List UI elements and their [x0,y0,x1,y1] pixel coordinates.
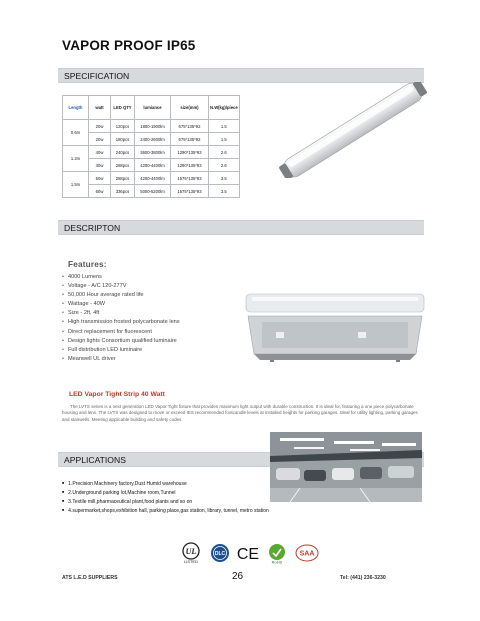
spec-header-lumiance: lumiance [135,96,171,120]
table-cell: 1575*135*93 [171,185,209,198]
spec-table [62,95,240,198]
spec-header-watt: watt [89,96,111,120]
vapor-proof-fixture-image [278,82,428,178]
table-row [63,133,240,146]
table-cell: 20w [89,120,111,133]
certification-logos [178,542,320,564]
specification-section-header: SPECIFICATION [58,68,424,83]
table-cell: 2.6 [209,146,240,159]
list-item: ■ 3.Textile mill,pharmaceutical plant,food plants and so on [62,497,269,506]
svg-text:DLC: DLC [214,551,226,557]
table-cell: 336pcs [111,185,135,198]
dlc-icon [210,543,230,563]
table-cell: 20w [89,133,111,146]
list-item: • Full distribution LED luminaire [62,346,180,355]
table-row [63,172,240,185]
features-title: Features: [68,260,107,269]
table-cell: 3600-3800lm [135,146,171,159]
rohs-icon [266,542,288,564]
svg-text:CE: CE [236,546,260,563]
list-item: • Design lights Consortium qualified luminaire [62,337,180,346]
page-number: 26 [232,571,244,582]
table-cell: 2.6 [209,159,240,172]
table-cell: 120pcs [111,120,135,133]
length-cell: 1.5m [63,172,89,198]
list-item: • 50,000 Hour average rated life [62,291,180,300]
table-row [63,120,240,133]
list-item: • Size - 2ft, 4ft [62,309,180,318]
list-item: ■ 1.Precision Machinery factory,Dust Humid warehouse [62,479,269,488]
table-cell: 180pcs [111,133,135,146]
table-cell: 3.5 [209,185,240,198]
spec-header-led-qty: LED QTY [111,96,135,120]
tight-strip-title: LED Vapor Tight Strip 40 Watt [69,391,165,398]
spec-header-length: Length [63,96,89,120]
table-cell: 1.5 [209,133,240,146]
table-cell: 1290*135*93 [171,146,209,159]
table-cell: 4200-4400lm [135,172,171,185]
table-cell: 1575*135*93 [171,172,209,185]
features-list [62,273,180,364]
parking-garage-photo [270,432,422,502]
list-item: • Meanwell UL driver [62,355,180,364]
ce-icon [236,543,260,563]
footer-phone: Tel: (441) 236-3230 [340,575,386,581]
svg-text:LISTED: LISTED [183,559,199,564]
applications-list [62,479,269,515]
svg-text:UL: UL [185,547,197,556]
table-row [63,159,240,172]
description-section-header: DESCRIPTON [58,220,424,235]
table-cell: 1290*135*93 [171,159,209,172]
ul-listed-icon [178,542,204,564]
list-item: • Voltage - A/C 120-277V [62,282,180,291]
table-cell: 5000-5200lm [135,185,171,198]
table-cell: 40w [89,159,111,172]
saa-icon [294,543,320,563]
spec-header-weight: N.W(kg)/piece [209,96,240,120]
spec-table-header-row [63,96,240,120]
table-cell: 50w [89,172,111,185]
list-item: • 4000 Lumens [62,273,180,282]
table-cell: 60w [89,185,111,198]
spec-header-size: size(mm) [171,96,209,120]
list-item: ■ 2.Underground parking lot,Machine room,Tunnel [62,488,269,497]
length-cell: 1.2m [63,146,89,172]
list-item: • High transmission frosted polycarbonate lens [62,318,180,327]
list-item: ■ 4.supermarket,shops,exhibition hall, parking place,gas station, library, tunnel, metro station [62,506,269,515]
table-cell: 4200-4400lm [135,159,171,172]
table-cell: 675*135*92 [171,133,209,146]
table-cell: 2400-2600lm [135,133,171,146]
table-cell: 3.5 [209,172,240,185]
table-cell: 1800-1900lm [135,120,171,133]
tight-strip-body: The LVTS series is a next generation LED Vapor Tight fixture that provides maximum light output with durable construction. It is ideal for, featuring a one piece polycarbonate housing and lens. The LVTS was designed to move or exceed IES recommended footcandle levels at installed heights for parking garages. Ideal for utility lighting, parking garages and stairwells. Meeting applicable building and safety codes [62,404,418,422]
table-cell: 288pcs [111,159,135,172]
length-cell: 0.6m [63,120,89,146]
open-fixture-housing-image [240,292,430,368]
table-row [63,146,240,159]
table-cell: 288pcs [111,172,135,185]
table-cell: 40w [89,146,111,159]
list-item: • Direct replacement for fluorescent [62,328,180,337]
list-item: • Wattage - 40W [62,300,180,309]
table-cell: 240pcs [111,146,135,159]
footer-company: ATS L.E.D SUPPLIERS [62,575,118,581]
table-cell: 1.5 [209,120,240,133]
svg-text:RoHS: RoHS [271,559,283,564]
table-row [63,185,240,198]
page-title: VAPOR PROOF IP65 [62,38,196,53]
table-cell: 675*135*92 [171,120,209,133]
applications-section-header: APPLICATIONS [58,452,424,467]
svg-text:SAA: SAA [299,550,315,558]
